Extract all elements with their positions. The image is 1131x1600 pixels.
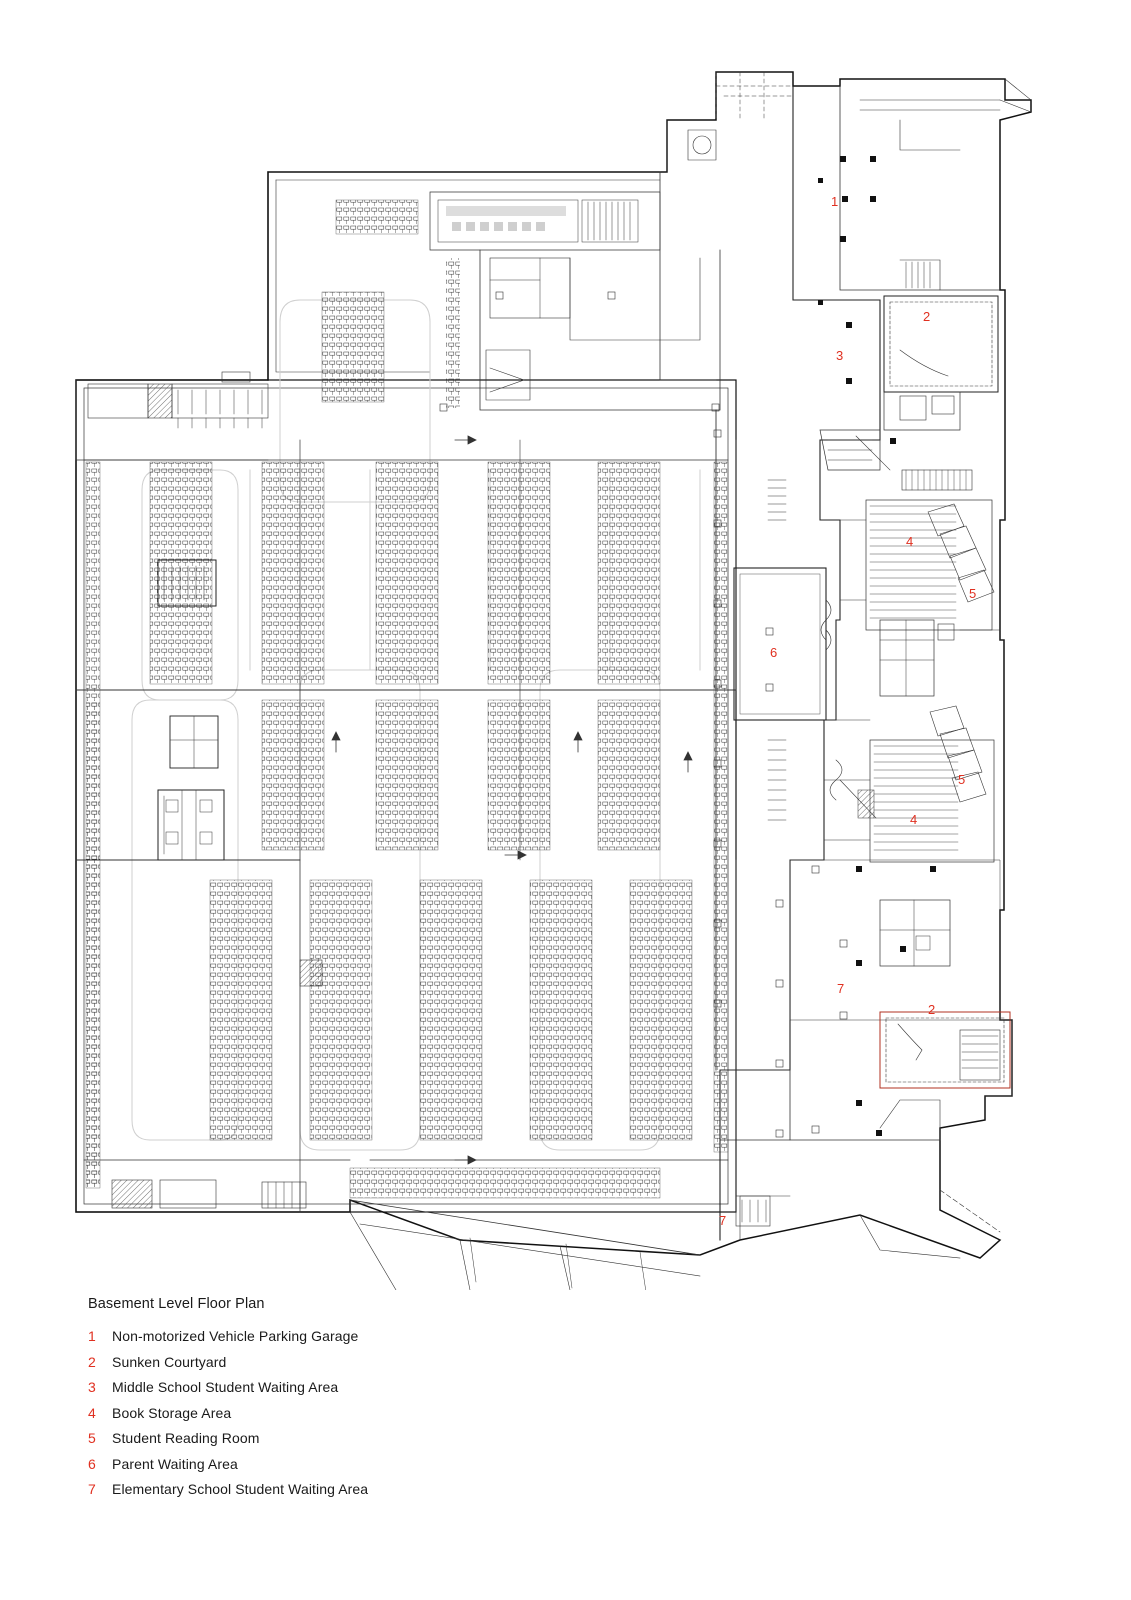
plan-marker-1: 1 <box>831 194 839 209</box>
legend-label: Elementary School Student Waiting Area <box>112 1481 369 1497</box>
legend-label: Parent Waiting Area <box>112 1455 238 1472</box>
legend-number: 2 <box>88 1353 96 1370</box>
plan-marker-7-lower: 7 <box>719 1213 727 1228</box>
legend-number: 4 <box>88 1404 96 1421</box>
legend-label: Sunken Courtyard <box>112 1353 227 1370</box>
legend-label: Student Reading Room <box>112 1430 260 1446</box>
legend-item <box>88 1379 788 1395</box>
drawing-title: Basement Level Floor Plan <box>88 1296 265 1312</box>
legend-item <box>88 1456 788 1472</box>
legend-label: Middle School Student Waiting Area <box>112 1379 339 1395</box>
legend-number: 3 <box>88 1379 96 1395</box>
legend-label: Non-motorized Vehicle Parking Garage <box>112 1328 359 1344</box>
legend-number: 5 <box>88 1430 96 1446</box>
plan-marker-4-lower: 4 <box>910 812 918 827</box>
plan-marker-2-lower: 2 <box>928 1002 936 1017</box>
legend-number: 1 <box>88 1328 96 1344</box>
plan-marker-5-lower: 5 <box>958 772 966 787</box>
plan-marker-3: 3 <box>836 348 844 363</box>
legend-label: Book Storage Area <box>112 1404 232 1421</box>
plan-marker-2: 2 <box>923 309 931 324</box>
legend <box>88 1296 788 1507</box>
legend-number: 7 <box>88 1481 96 1497</box>
plan-marker-4-upper: 4 <box>906 534 914 549</box>
legend-item <box>88 1354 788 1370</box>
legend-item <box>88 1481 788 1497</box>
legend-number: 6 <box>88 1455 96 1472</box>
legend-item <box>88 1328 788 1344</box>
legend-item <box>88 1405 788 1421</box>
plan-marker-7: 7 <box>837 981 845 996</box>
plan-marker-6: 6 <box>770 645 778 660</box>
legend-item <box>88 1430 788 1446</box>
plan-marker-5-upper: 5 <box>969 586 977 601</box>
